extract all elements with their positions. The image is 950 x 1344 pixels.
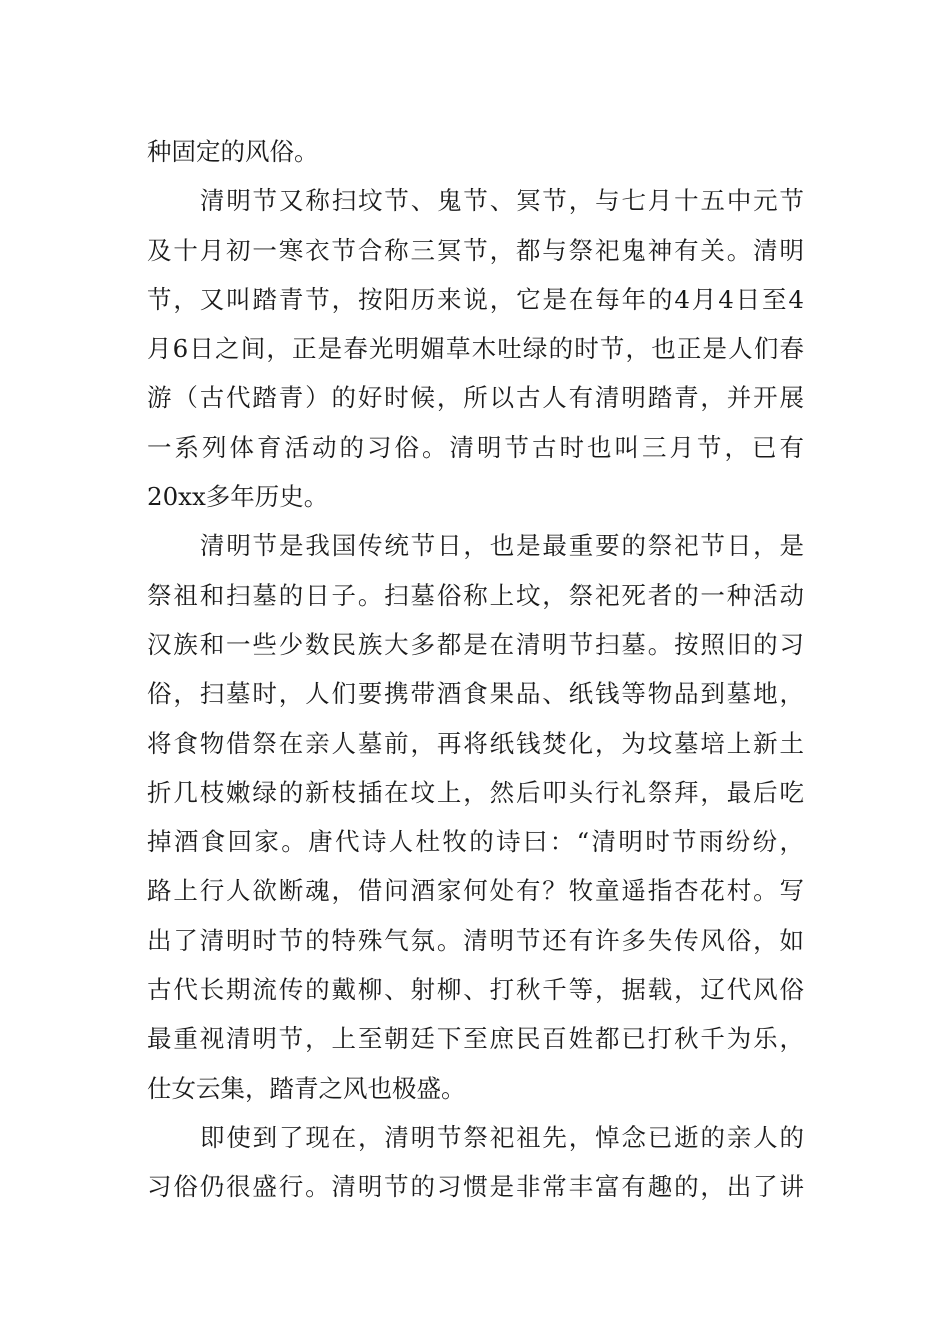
text-line: 古代长期流传的戴柳、射柳、打秋千等，据载，辽代风俗 [147, 975, 804, 1005]
text-line: 掉酒食回家。唐代诗人杜牧的诗曰：“清明时节雨纷纷， [147, 827, 804, 857]
paragraph-first-line: 清明节是我国传统节日，也是最重要的祭祀节日，是 [200, 531, 804, 561]
paragraph-first-line: 即使到了现在，清明节祭祀祖先，悼念已逝的亲人的 [200, 1122, 804, 1152]
text-line: 20xx多年历史。 [147, 482, 329, 512]
text-line: 折几枝嫩绿的新枝插在坟上，然后叩头行礼祭拜，最后吃 [147, 777, 804, 807]
text-line: 节，又叫踏青节，按阳历来说，它是在每年的4月4日至4 [147, 284, 804, 314]
text-line: 将食物借祭在亲人墓前，再将纸钱焚化，为坟墓培上新土 [147, 728, 804, 758]
text-line: 仕女云集，踏青之风也极盛。 [147, 1073, 466, 1103]
text-line: 月6日之间，正是春光明媚草木吐绿的时节，也正是人们春 [147, 334, 804, 364]
paragraph-first-line: 清明节又称扫坟节、鬼节、冥节，与七月十五中元节 [200, 186, 804, 216]
text-line: 习俗仍很盛行。清明节的习惯是非常丰富有趣的，出了讲 [147, 1172, 804, 1202]
text-line: 祭祖和扫墓的日子。扫墓俗称上坟，祭祀死者的一种活动 [147, 580, 804, 610]
text-line: 及十月初一寒衣节合称三冥节，都与祭祀鬼神有关。清明 [147, 235, 804, 265]
text-line: 汉族和一些少数民族大多都是在清明节扫墓。按照旧的习 [147, 629, 804, 659]
text-line: 出了清明时节的特殊气氛。清明节还有许多失传风俗，如 [147, 925, 804, 955]
text-line: 俗，扫墓时，人们要携带酒食果品、纸钱等物品到墓地， [147, 679, 804, 709]
text-line: 一系列体育活动的习俗。清明节古时也叫三月节，已有 [147, 432, 804, 462]
text-line: 种固定的风俗。 [147, 137, 319, 166]
text-line: 游（古代踏青）的好时候，所以古人有清明踏青，并开展 [147, 383, 804, 413]
text-line: 最重视清明节，上至朝廷下至庶民百姓都已打秋千为乐， [147, 1024, 804, 1054]
body-text [147, 127, 804, 1212]
text-line: 路上行人欲断魂，借问酒家何处有？牧童遥指杏花村。写 [147, 876, 804, 906]
